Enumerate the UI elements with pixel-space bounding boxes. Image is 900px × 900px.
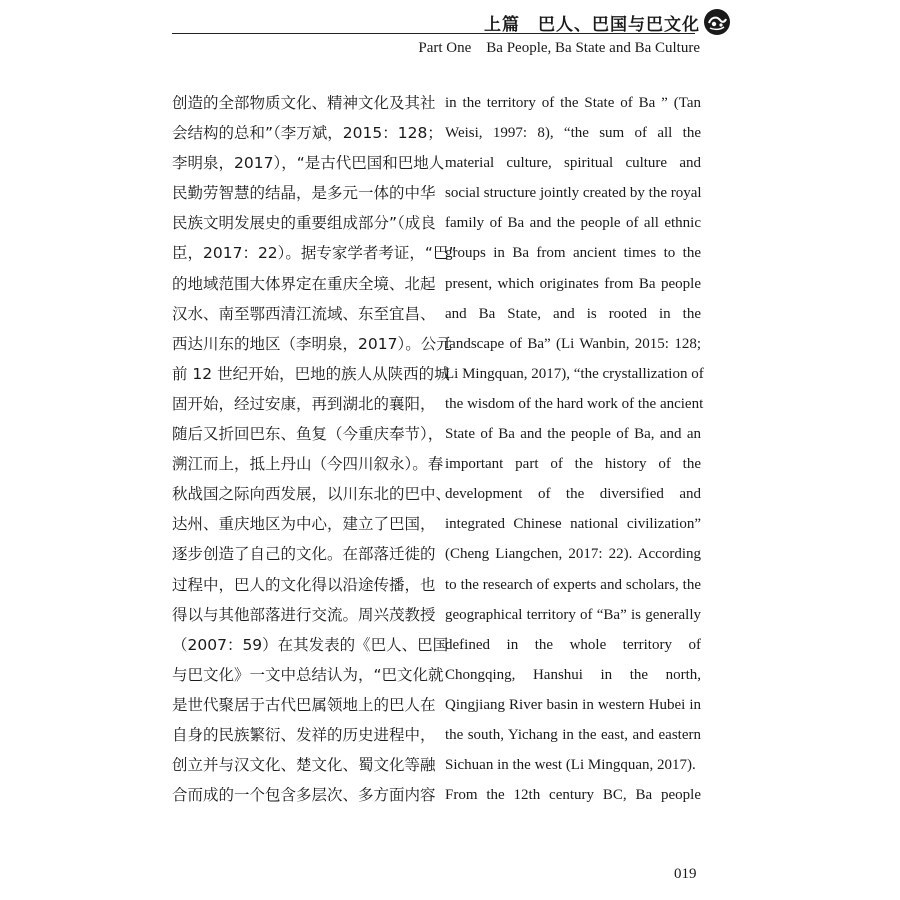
english-text-line: family of Ba and the people of all ethnic [445, 215, 701, 232]
english-text-line: development of the diversified and [445, 486, 701, 503]
english-text-line: Sichuan in the west (Li Mingquan, 2017). [445, 757, 696, 774]
english-text-column [445, 88, 704, 810]
english-text-line: the wisdom of the hard work of the ancient [445, 395, 704, 412]
chinese-text-line: 民族文明发展史的重要组成部分”（成良 [172, 214, 436, 233]
chinese-text-line: 过程中，巴人的文化得以沿途传播，也 [172, 575, 436, 594]
chinese-text-line: 自身的民族繁衍、发祥的历史进程中， [172, 725, 436, 744]
english-text-line: From the 12th century BC, Ba people [445, 787, 701, 804]
english-text-line: groups in Ba from ancient times to the [445, 245, 701, 262]
bronze-pattern-emblem-icon [703, 8, 731, 36]
chinese-text-line: 臣，2017：22）。据专家学者考证，“巴” [172, 244, 457, 263]
english-text-line: Chongqing, Hanshui in the north, [445, 666, 701, 683]
english-text-line: in the territory of the State of Ba ” (Tan [445, 95, 701, 111]
header-title-en: Part One Ba People, Ba State and Ba Culture [418, 40, 700, 56]
chinese-text-line: 固开始，经过安康，再到湖北的襄阳， [172, 394, 436, 413]
chinese-text-line: 前 12 世纪开始，巴地的族人从陕西的城 [172, 364, 450, 383]
chinese-text-line: 是世代聚居于古代巴属领地上的巴人在 [172, 695, 436, 714]
english-text-line: Weisi, 1997: 8), “the sum of all the [445, 125, 701, 142]
english-text-line: material culture, spiritual culture and [445, 155, 701, 172]
english-text-line: and Ba State, and is rooted in the [445, 305, 701, 322]
english-text-line: integrated Chinese national civilization” [445, 516, 701, 533]
english-text-line: landscape of Ba” (Li Wanbin, 2015: 128; [445, 335, 701, 352]
chinese-text-line: 溯江而上，抵上丹山（今四川叙永）。春 [172, 455, 444, 474]
chinese-text-line: 合而成的一个包含多层次、多方面内容 [172, 786, 436, 805]
chinese-text-line: 创立并与汉文化、楚文化、蜀文化等融 [172, 756, 436, 775]
chinese-text-line: 与巴文化》一文中总结认为，“巴文化就 [172, 665, 444, 684]
english-text-line: Qingjiang River basin in western Hubei in [445, 696, 701, 713]
chinese-text-line: 的地域范围大体界定在重庆全境、北起 [172, 274, 436, 293]
english-text-line: defined in the whole territory of [445, 636, 701, 653]
english-text-line: (Cheng Liangchen, 2017: 22). According [445, 546, 701, 563]
english-text-line: geographical territory of “Ba” is generally [445, 606, 701, 623]
chinese-text-line: 逐步创造了自己的文化。在部落迁徙的 [172, 545, 436, 564]
chinese-text-line: 李明泉，2017），“是古代巴国和巴地人 [172, 154, 445, 173]
chinese-text-column [172, 88, 457, 810]
english-text-line: present, which originates from Ba people [445, 275, 701, 292]
english-text-line: to the research of experts and scholars, the [445, 576, 701, 593]
english-text-line: Li Mingquan, 2017), “the crystallization of [445, 365, 704, 382]
header-divider [172, 33, 695, 34]
header-title-cn: 上篇 巴人、巴国与巴文化 [484, 15, 700, 35]
english-text-line: State of Ba and the people of Ba, and an [445, 426, 701, 443]
english-text-line: the south, Yichang in the east, and eastern [445, 726, 701, 743]
chinese-text-line: 秋战国之际向西发展，以川东北的巴中、 [172, 485, 452, 504]
chinese-text-line: 随后又折回巴东、鱼复（今重庆奉节）， [172, 425, 444, 444]
chinese-text-line: 汉水、南至鄂西清江流域、东至宜昌、 [172, 304, 436, 323]
chinese-text-line: （2007：59）在其发表的《巴人、巴国 [172, 635, 449, 654]
chinese-text-line: 得以与其他部落进行交流。周兴茂教授 [172, 605, 436, 624]
chinese-text-line: 西达川东的地区（李明泉，2017）。公元 [172, 334, 452, 353]
english-text-line: important part of the history of the [445, 456, 701, 473]
page-number: 019 [674, 866, 697, 882]
chinese-text-line: 达州、重庆地区为中心，建立了巴国， [172, 515, 436, 534]
chinese-text-line: 会结构的总和”（李万斌，2015：128； [172, 124, 443, 143]
chinese-text-line: 民勤劳智慧的结晶，是多元一体的中华 [172, 184, 436, 203]
chinese-text-line: 创造的全部物质文化、精神文化及其社 [172, 94, 436, 112]
english-text-line: social structure jointly created by the royal [445, 185, 702, 202]
